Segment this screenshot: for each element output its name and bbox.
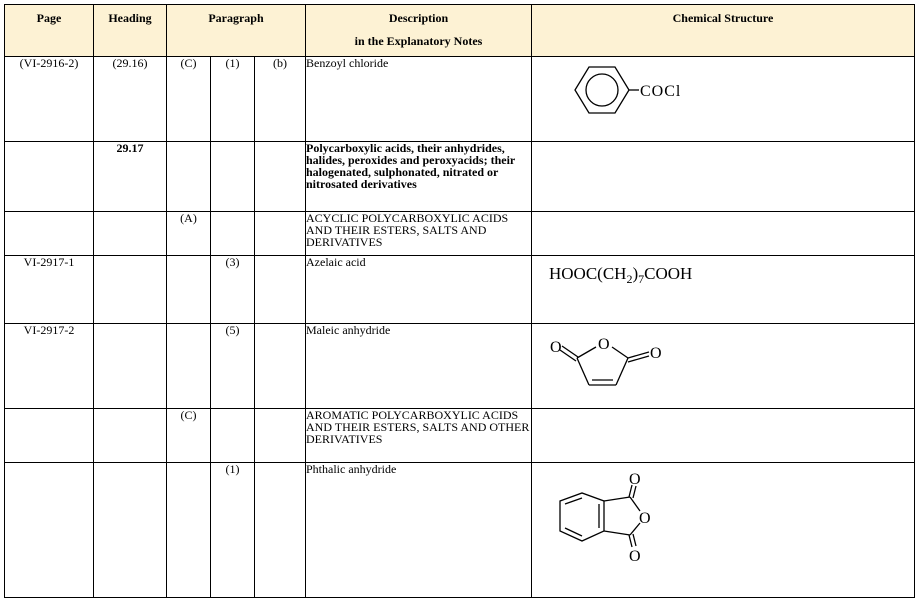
cell-heading: [94, 463, 167, 598]
cell-paragraph-2: [211, 409, 255, 463]
cell-paragraph-2: (5): [211, 324, 255, 409]
oxygen-bottom: O: [629, 548, 641, 565]
cell-structure: [532, 463, 915, 598]
header-row: [5, 5, 915, 57]
table-row: [5, 324, 915, 409]
cell-paragraph-1: [167, 142, 211, 212]
cell-paragraph-2: (1): [211, 463, 255, 598]
cell-structure: [532, 212, 915, 256]
cell-heading: (29.16): [94, 57, 167, 142]
table-row: [5, 463, 915, 598]
cell-heading: 29.17: [94, 142, 167, 212]
cell-structure: [532, 57, 915, 142]
col-description-header: Description in the Explanatory Notes: [306, 5, 532, 57]
cell-structure: [532, 324, 915, 409]
cell-page: [5, 142, 94, 212]
oxygen-right: O: [650, 345, 662, 362]
oxygen-top: O: [629, 471, 641, 488]
cell-heading: [94, 324, 167, 409]
cell-paragraph-1: (C): [167, 409, 211, 463]
table-row: [5, 256, 915, 324]
cell-page: (VI-2916-2): [5, 57, 94, 142]
explanatory-notes-table: [4, 4, 915, 598]
col-heading-header: Heading: [94, 5, 167, 57]
oxygen-ring: O: [639, 510, 651, 527]
table-row: [5, 57, 915, 142]
cell-structure: [532, 409, 915, 463]
cell-paragraph-2: [211, 212, 255, 256]
cell-paragraph-1: [167, 324, 211, 409]
cell-paragraph-3: (b): [255, 57, 306, 142]
cell-paragraph-2: [211, 142, 255, 212]
cell-description: Azelaic acid: [306, 256, 532, 324]
oxygen-ring: O: [598, 336, 610, 353]
col-structure-header: Chemical Structure: [532, 5, 915, 57]
maleic-anhydride-structure: [532, 324, 915, 406]
cell-page: [5, 463, 94, 598]
cell-heading: [94, 256, 167, 324]
benzoyl-chloride-structure: [532, 57, 915, 139]
cell-paragraph-3: [255, 256, 306, 324]
cell-paragraph-3: [255, 324, 306, 409]
azelaic-acid-formula: $HOOC(CH_2)_7COOH$: [549, 264, 693, 286]
cell-paragraph-1: [167, 463, 211, 598]
cell-page: [5, 409, 94, 463]
cell-paragraph-3: [255, 212, 306, 256]
col-paragraph-header: Paragraph: [167, 5, 306, 57]
cell-description: Maleic anhydride: [306, 324, 532, 409]
cell-paragraph-3: [255, 142, 306, 212]
table-row: [5, 409, 915, 463]
cell-description: AROMATIC POLYCARBOXYLIC ACIDS AND THEIR ESTERS, SALTS AND OTHER DERIVATIVES: [306, 409, 532, 463]
cell-structure: [532, 256, 915, 324]
coc-label: COCl: [640, 83, 682, 100]
cell-paragraph-2: (1): [211, 57, 255, 142]
cell-paragraph-3: [255, 409, 306, 463]
cell-heading: [94, 409, 167, 463]
cell-page: [5, 212, 94, 256]
oxygen-left: O: [550, 339, 562, 356]
cell-paragraph-1: [167, 256, 211, 324]
cell-page: VI-2917-2: [5, 324, 94, 409]
cell-paragraph-3: [255, 463, 306, 598]
cell-description: Polycarboxylic acids, their anhydrides, halides, peroxides and peroxyacids; their halogenated, sulphonated, nitrated or nitrosated derivatives: [306, 142, 532, 212]
cell-page: VI-2917-1: [5, 256, 94, 324]
cell-structure: [532, 142, 915, 212]
cell-description: Benzoyl chloride: [306, 57, 532, 142]
table-row: [5, 212, 915, 256]
cell-paragraph-1: (C): [167, 57, 211, 142]
cell-paragraph-1: (A): [167, 212, 211, 256]
phthalic-anhydride-structure: [532, 463, 915, 595]
cell-paragraph-2: (3): [211, 256, 255, 324]
cell-description: Phthalic anhydride: [306, 463, 532, 598]
cell-description: ACYCLIC POLYCARBOXYLIC ACIDS AND THEIR ESTERS, SALTS AND DERIVATIVES: [306, 212, 532, 256]
table-row: [5, 142, 915, 212]
col-page-header: Page: [5, 5, 94, 57]
cell-heading: [94, 212, 167, 256]
